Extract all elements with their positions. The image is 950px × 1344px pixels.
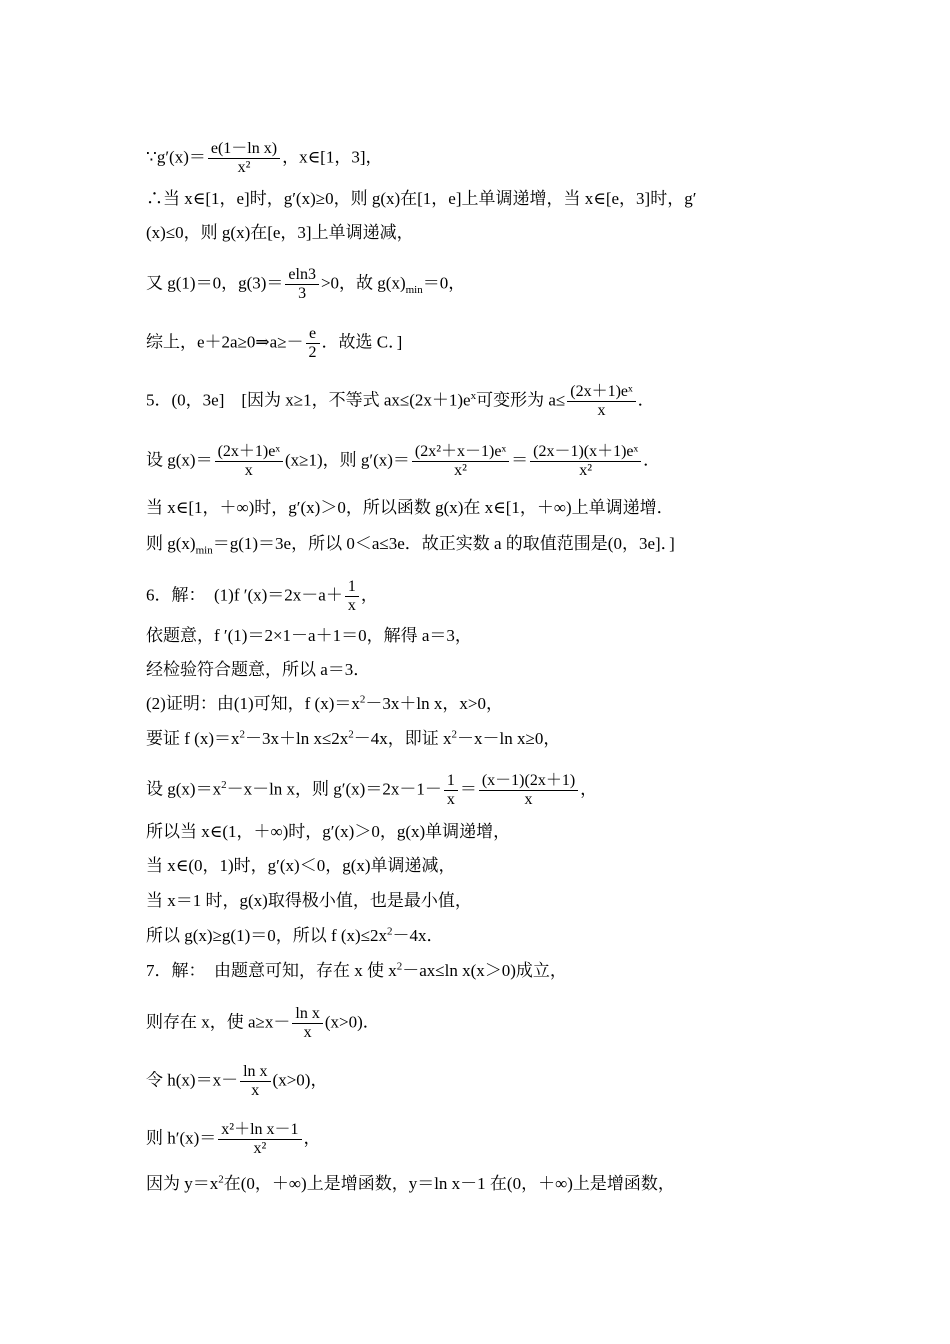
numerator: (x－1)(2x＋1)	[479, 772, 578, 791]
denominator: x	[524, 791, 533, 808]
text-line	[146, 578, 816, 615]
math-text: (2)证明：由(1)可知，f (x)＝x	[146, 694, 360, 713]
math-text: －x－ln x≥0，	[457, 729, 561, 748]
numerator: ln x	[240, 1063, 270, 1082]
math-text: 当 x∈(0，1)时，g′(x)＜0，g(x)单调递减，	[146, 856, 456, 875]
math-text: 所以当 x∈(1，＋∞)时，g′(x)＞0，g(x)单调递增，	[146, 822, 511, 841]
math-text: 依题意，f ′(1)＝2×1－a＋1＝0，解得 a＝3，	[146, 626, 472, 645]
text-line	[146, 625, 816, 647]
numerator: eln3	[285, 266, 319, 285]
math-text: 在(0，＋∞)上是增函数，y＝ln x－1 在(0，＋∞)上是增函数，	[223, 1174, 675, 1193]
math-text: －x－ln x，则 g′(x)＝2x－1－	[226, 779, 442, 799]
text-line	[146, 1121, 816, 1158]
math-text: 所以 g(x)≥g(1)＝0，所以 f (x)≤2x	[146, 926, 388, 945]
text-line	[146, 443, 816, 480]
math-text: ＝	[459, 779, 477, 799]
denominator: x	[244, 462, 253, 479]
superscript: 2	[451, 728, 458, 741]
math-text: ＝g(1)＝3e，所以 0＜a≤3e．故正实数 a 的取值范围是(0，3e]．]	[212, 534, 675, 553]
math-text: 7．解： 由题意可知，存在 x 使 x	[146, 961, 397, 980]
text-line	[146, 1063, 816, 1100]
denominator: 2	[308, 344, 317, 361]
text-line	[146, 728, 816, 750]
text-line	[146, 772, 816, 809]
superscript: 2	[359, 693, 366, 706]
math-text: ∵g′(x)＝	[146, 147, 206, 167]
math-text: 6．解： (1)f ′(x)＝2x－a＋	[146, 585, 343, 605]
math-text: 可变形为 a≤	[476, 390, 566, 410]
text-line	[146, 821, 816, 843]
math-text: ，	[360, 585, 378, 605]
numerator: x²＋ln x－1	[218, 1121, 301, 1140]
subscript: min	[405, 283, 423, 296]
superscript: 2	[218, 1173, 224, 1186]
math-text: 又 g(1)＝0，g(3)＝	[146, 273, 284, 293]
math-text: 当 x＝1 时，g(x)取得极小值，也是最小值，	[146, 891, 472, 910]
text-line	[146, 383, 816, 420]
math-text: －4x．	[392, 926, 444, 945]
text-line	[146, 1173, 816, 1195]
math-text: 设 g(x)＝x	[146, 779, 222, 799]
math-text: 则 g(x)	[146, 534, 196, 553]
math-text: 5．(0，3e] [因为 x≥1，不等式 ax≤(2x＋1)e	[146, 390, 471, 410]
numerator: (2x＋1)eˣ	[215, 443, 283, 462]
math-text: 令 h(x)＝x－	[146, 1070, 239, 1090]
math-text: (x>0)，	[272, 1070, 328, 1090]
fraction	[530, 443, 641, 480]
math-text: (x≥1)，则 g′(x)＝	[284, 450, 410, 470]
math-text: 因为 y＝x	[146, 1174, 219, 1193]
math-text: (x)≤0，则 g(x)在[e，3]上单调递减，	[146, 223, 414, 242]
text-line	[146, 533, 816, 555]
denominator: x	[597, 402, 606, 419]
math-text: －4x，即证 x	[353, 729, 452, 748]
math-text: ．	[637, 390, 655, 410]
numerator: ln x	[292, 1005, 322, 1024]
math-text: ∴当 x∈[1，e]时，g′(x)≥0，则 g(x)在[1，e]上单调递增，当 x∈[e，3]时，g′	[146, 189, 697, 208]
text-line	[146, 890, 816, 912]
fraction	[567, 383, 635, 420]
fraction	[479, 772, 578, 809]
math-text: ，x∈[1，3]，	[282, 147, 383, 167]
subscript: min	[195, 544, 213, 557]
superscript: 2	[396, 960, 403, 973]
math-text: 则 h′(x)＝	[146, 1128, 217, 1148]
denominator: x²	[454, 462, 467, 479]
math-text: 则存在 x，使 a≥x－	[146, 1012, 291, 1032]
math-text: －ax≤ln x(x＞0)成立，	[402, 961, 567, 980]
text-line	[146, 659, 816, 681]
denominator: x²	[253, 1140, 267, 1157]
fraction	[444, 772, 458, 809]
fraction	[306, 325, 320, 362]
math-text: 综上，e＋2a≥0⇒a≥－	[146, 332, 304, 352]
text-line	[146, 266, 816, 303]
math-text: ．故选 C．]	[321, 332, 403, 352]
denominator: x²	[237, 159, 251, 176]
math-text: >0，故 g(x)	[320, 273, 406, 293]
numerator: 1	[444, 772, 458, 791]
denominator: x	[347, 597, 356, 614]
denominator: x²	[579, 462, 593, 479]
denominator: x	[303, 1024, 312, 1041]
superscript: 2	[348, 728, 354, 741]
text-line	[146, 693, 816, 715]
text-line	[146, 960, 816, 982]
numerator: (2x－1)(x＋1)eˣ	[530, 443, 641, 462]
denominator: x	[446, 791, 455, 808]
fraction	[285, 266, 319, 303]
fraction	[218, 1121, 301, 1158]
math-text: －3x＋ln x≤2x	[244, 729, 349, 748]
text-line	[146, 497, 816, 519]
numerator: (2x²＋x－1)eˣ	[412, 443, 509, 462]
text-line	[146, 222, 816, 244]
math-text: (x>0)．	[324, 1012, 380, 1032]
math-text: 当 x∈[1，＋∞)时，g′(x)＞0，所以函数 g(x)在 x∈[1，＋∞)上单调递增．	[146, 498, 674, 517]
fraction	[215, 443, 283, 480]
superscript: x	[470, 389, 477, 402]
fraction	[345, 578, 359, 615]
math-text: 经检验符合题意，所以 a＝3．	[146, 660, 371, 679]
math-text: ＝	[511, 450, 529, 470]
math-text: ．	[643, 450, 661, 470]
math-text: ，	[580, 779, 598, 799]
text-line	[146, 1005, 816, 1042]
text-line	[146, 925, 816, 947]
math-text: ＝0，	[422, 273, 466, 293]
denominator: 3	[298, 285, 307, 302]
numerator: e(1－ln x)	[208, 140, 280, 159]
superscript: 2	[221, 778, 227, 791]
denominator: x	[251, 1082, 260, 1099]
math-text: 要证 f (x)＝x	[146, 729, 240, 748]
fraction	[208, 140, 280, 177]
text-line	[146, 140, 816, 177]
text-line	[146, 855, 816, 877]
fraction	[292, 1005, 322, 1042]
superscript: 2	[387, 925, 393, 938]
text-line	[146, 188, 816, 210]
numerator: (2x＋1)eˣ	[567, 383, 635, 402]
fraction	[240, 1063, 270, 1100]
superscript: 2	[239, 728, 245, 741]
fraction	[412, 443, 509, 480]
numerator: e	[306, 325, 320, 344]
math-text: －3x＋ln x，x>0，	[365, 694, 503, 713]
math-text: ，	[303, 1128, 321, 1148]
text-line	[146, 325, 816, 362]
numerator: 1	[345, 578, 359, 597]
math-text: 设 g(x)＝	[146, 450, 213, 470]
